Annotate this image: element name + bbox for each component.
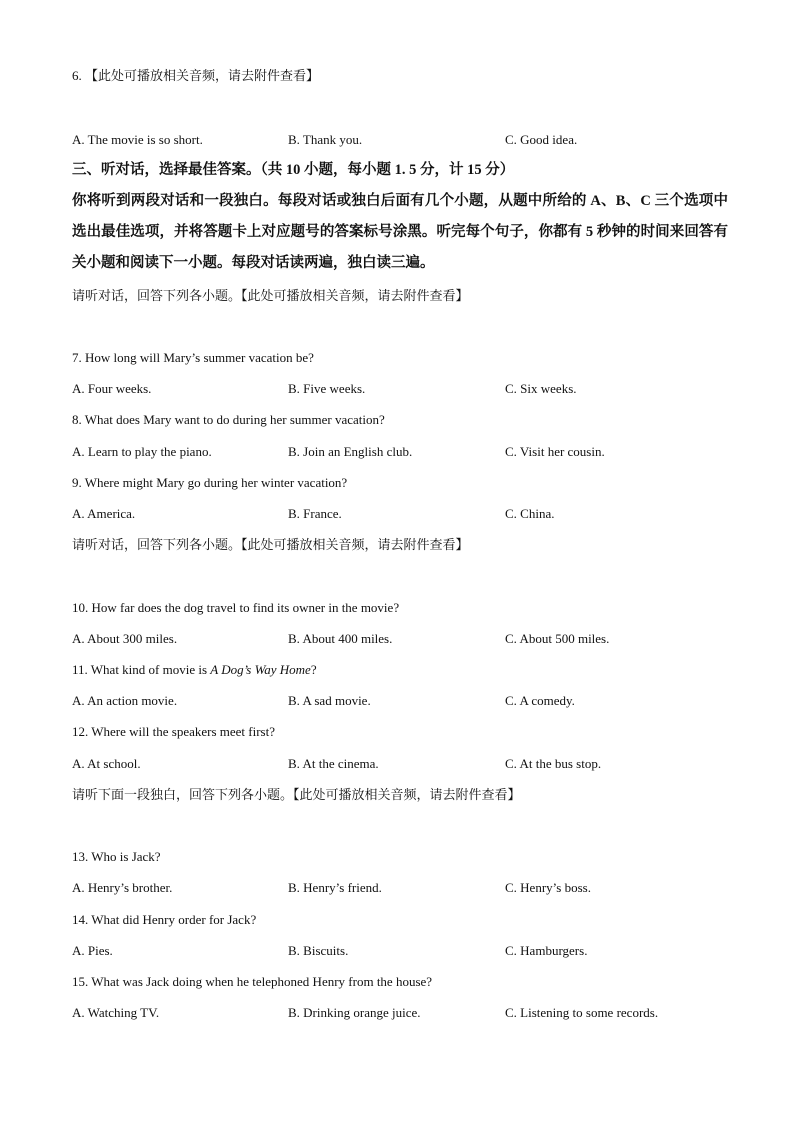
question-7-options bbox=[72, 380, 752, 398]
option-a: A. Pies. bbox=[72, 943, 113, 958]
question-6-prompt: 6. 【此处可播放相关音频，请去附件查看】 bbox=[72, 68, 320, 83]
audio-prompt-monologue: 请听下面一段独白，回答下列各小题。【此处可播放相关音频，请去附件查看】 bbox=[72, 787, 521, 802]
question-8: 8. What does Mary want to do during her summer vacation? bbox=[72, 412, 385, 427]
question-12: 12. Where will the speakers meet first? bbox=[72, 724, 275, 739]
question-11-mark: ? bbox=[310, 662, 317, 677]
audio-prompt-dialog-1: 请听对话，回答下列各小题。【此处可播放相关音频，请去附件查看】 bbox=[72, 288, 469, 303]
section-instructions: 你将听到两段对话和一段独白。每段对话或独白后面有几个小题，从题中所给的 A、B、C 三个选项中选出最佳选项，并将答题卡上对应题号的答案标号涂黑。听完每个句子，你都有 5 秒钟的时间来回答有关小题和阅读下一小题。每段对话读两遍，独白读三遍。 bbox=[72, 193, 728, 271]
option-c: C. Hamburgers. bbox=[505, 943, 588, 958]
question-14: 14. What did Henry order for Jack? bbox=[72, 912, 257, 927]
option-a: A. Four weeks. bbox=[72, 381, 152, 396]
option-a: A. America. bbox=[72, 506, 136, 521]
question-11-options bbox=[72, 692, 752, 710]
option-c: C. A comedy. bbox=[505, 693, 575, 708]
option-b: B. Five weeks. bbox=[288, 381, 366, 396]
question-7: 7. How long will Mary’s summer vacation be? bbox=[72, 350, 314, 365]
question-11 bbox=[72, 661, 317, 679]
option-a: A. At school. bbox=[72, 756, 141, 771]
option-c: C. China. bbox=[505, 506, 555, 521]
option-b: B. At the cinema. bbox=[288, 756, 379, 771]
option-b: B. Join an English club. bbox=[288, 444, 413, 459]
question-13: 13. Who is Jack? bbox=[72, 849, 161, 864]
option-b: B. Thank you. bbox=[288, 132, 363, 147]
option-c: C. Henry’s boss. bbox=[505, 880, 591, 895]
question-10-options bbox=[72, 630, 752, 648]
option-c: C. Listening to some records. bbox=[505, 1005, 659, 1020]
option-c: C. Six weeks. bbox=[505, 381, 577, 396]
question-11-text: 11. What kind of movie is bbox=[72, 662, 211, 677]
option-b: B. Henry’s friend. bbox=[288, 880, 382, 895]
option-b: B. Biscuits. bbox=[288, 943, 349, 958]
option-b: B. A sad movie. bbox=[288, 693, 371, 708]
option-a: A. Watching TV. bbox=[72, 1005, 160, 1020]
option-a: A. An action movie. bbox=[72, 693, 178, 708]
movie-title: A Dog’s Way Home bbox=[210, 662, 311, 677]
option-a: A. About 300 miles. bbox=[72, 631, 178, 646]
question-8-options bbox=[72, 443, 752, 461]
question-10: 10. How far does the dog travel to find its owner in the movie? bbox=[72, 600, 400, 615]
option-c: C. About 500 miles. bbox=[505, 631, 610, 646]
option-c: C. Good idea. bbox=[505, 132, 578, 147]
option-b: B. France. bbox=[288, 506, 342, 521]
question-12-options bbox=[72, 755, 752, 773]
option-c: C. Visit her cousin. bbox=[505, 444, 605, 459]
section-heading: 三、听对话，选择最佳答案。（共 10 小题，每小题 1. 5 分，计 15 分） bbox=[72, 162, 515, 178]
audio-prompt-dialog-2: 请听对话，回答下列各小题。【此处可播放相关音频，请去附件查看】 bbox=[72, 537, 469, 552]
option-b: B. About 400 miles. bbox=[288, 631, 393, 646]
question-9-options bbox=[72, 505, 752, 523]
question-6-options bbox=[72, 131, 752, 149]
option-a: A. The movie is so short. bbox=[72, 132, 203, 147]
question-14-options bbox=[72, 942, 752, 960]
option-a: A. Learn to play the piano. bbox=[72, 444, 212, 459]
question-9: 9. Where might Mary go during her winter vacation? bbox=[72, 475, 348, 490]
question-15: 15. What was Jack doing when he telephoned Henry from the house? bbox=[72, 974, 433, 989]
question-15-options bbox=[72, 1004, 752, 1022]
option-c: C. At the bus stop. bbox=[505, 756, 602, 771]
option-b: B. Drinking orange juice. bbox=[288, 1005, 421, 1020]
option-a: A. Henry’s brother. bbox=[72, 880, 173, 895]
question-13-options bbox=[72, 879, 752, 897]
